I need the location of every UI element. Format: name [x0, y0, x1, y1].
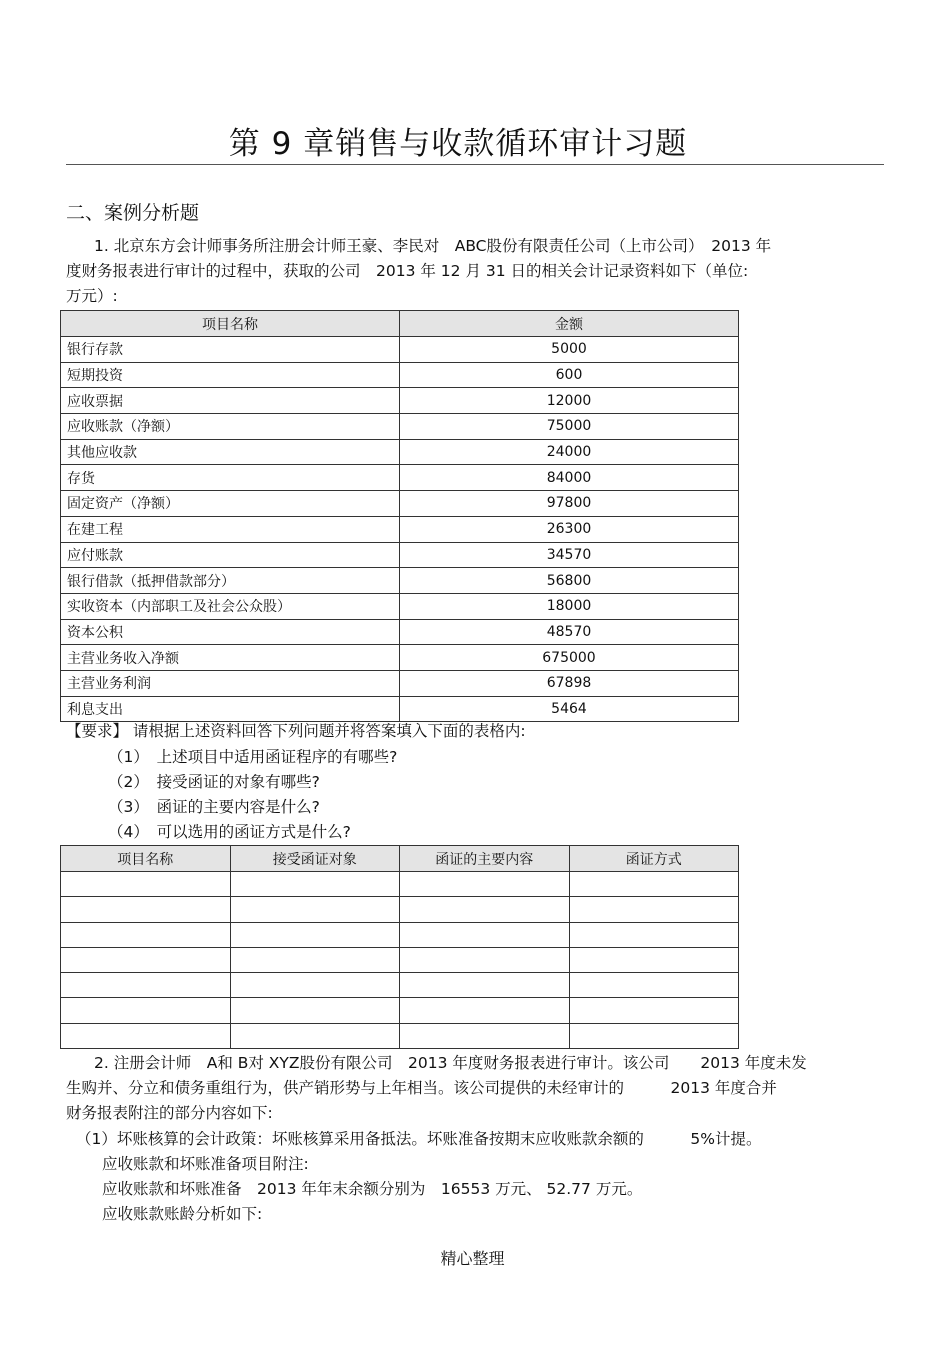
table-row: [61, 465, 739, 491]
item-name-cell: 应收票据: [61, 388, 400, 414]
table-row: [61, 439, 739, 465]
table-row: [61, 414, 739, 440]
answer-cell: [230, 947, 400, 972]
table-row: [61, 516, 739, 542]
answer-cell: [569, 1023, 739, 1048]
amount-cell: 84000: [400, 465, 739, 491]
answer-cell: [569, 947, 739, 972]
amount-cell: 5000: [400, 337, 739, 363]
case1-line1: 1. 北京东方会计师事务所注册会计师王豪、李民对 ABC股份有限责任公司（上市公司） 2013 年: [94, 237, 772, 255]
question-2: （2） 接受函证的对象有哪些?: [108, 773, 320, 791]
item-name-cell: 主营业务收入净额: [61, 645, 400, 671]
column-header-confirmation-content: 函证的主要内容: [400, 846, 570, 872]
answer-cell: [230, 872, 400, 897]
answer-cell: [61, 897, 231, 922]
table-row: [61, 542, 739, 568]
amount-cell: 12000: [400, 388, 739, 414]
item-name-cell: 银行借款（抵押借款部分）: [61, 568, 400, 594]
amount-cell: 600: [400, 362, 739, 388]
item-name-cell: 银行存款: [61, 337, 400, 363]
amount-cell: 75000: [400, 414, 739, 440]
item-name-cell: 实收资本（内部职工及社会公众股）: [61, 593, 400, 619]
table-row: [61, 696, 739, 722]
answer-cell: [61, 922, 231, 947]
item-name-cell: 资本公积: [61, 619, 400, 645]
answer-row: [61, 872, 739, 897]
table-row: [61, 619, 739, 645]
case2-note3: 应收账款账龄分析如下:: [102, 1205, 263, 1223]
answer-cell: [400, 872, 570, 897]
amount-cell: 67898: [400, 670, 739, 696]
answer-cell: [61, 973, 231, 998]
answer-cell: [400, 973, 570, 998]
account-balance-table: [60, 310, 739, 722]
answer-cell: [230, 897, 400, 922]
answer-cell: [569, 922, 739, 947]
answer-row: [61, 922, 739, 947]
answer-cell: [61, 998, 231, 1023]
case1-line2: 度财务报表进行审计的过程中，获取的公司 2013 年 12 月 31 日的相关会计记录资料如下（单位:: [66, 262, 749, 280]
column-header-item: 项目名称: [61, 846, 231, 872]
answer-cell: [569, 897, 739, 922]
title-divider: [66, 164, 884, 165]
table-row: [61, 670, 739, 696]
answer-cell: [569, 973, 739, 998]
answer-cell: [61, 872, 231, 897]
case2-line1: 2. 注册会计师 A和 B对 XYZ股份有限公司 2013 年度财务报表进行审计。该公司 2013 年度未发: [94, 1054, 807, 1072]
page-title: 第 9 章销售与收款循环审计习题: [228, 126, 688, 162]
table-row: [61, 593, 739, 619]
amount-cell: 56800: [400, 568, 739, 594]
answer-cell: [230, 998, 400, 1023]
case2-note2: 应收账款和坏账准备 2013 年年末余额分别为 16553 万元、 52.77 万元。: [102, 1180, 643, 1198]
answer-cell: [400, 947, 570, 972]
question-3: （3） 函证的主要内容是什么?: [108, 798, 320, 816]
amount-cell: 5464: [400, 696, 739, 722]
case2-note1: 应收账款和坏账准备项目附注:: [102, 1155, 309, 1173]
answer-cell: [61, 1023, 231, 1048]
question-4: （4） 可以选用的函证方式是什么?: [108, 823, 351, 841]
table-row: [61, 362, 739, 388]
amount-cell: 675000: [400, 645, 739, 671]
answer-table: [60, 845, 739, 1049]
case2-item1: （1）坏账核算的会计政策：坏账核算采用备抵法。坏账准备按期末应收账款余额的 5%计提。: [76, 1130, 762, 1148]
table-row: [61, 337, 739, 363]
requirement-intro: 【要求】 请根据上述资料回答下列问题并将答案填入下面的表格内:: [66, 722, 526, 740]
column-header-confirmation-method: 函证方式: [569, 846, 739, 872]
item-name-cell: 应收账款（净额）: [61, 414, 400, 440]
item-name-cell: 其他应收款: [61, 439, 400, 465]
case1-line3: 万元）:: [66, 287, 118, 305]
table-row: [61, 388, 739, 414]
answer-row: [61, 1023, 739, 1048]
amount-cell: 26300: [400, 516, 739, 542]
page-footer: 精心整理: [440, 1249, 505, 1268]
amount-cell: 34570: [400, 542, 739, 568]
item-name-cell: 在建工程: [61, 516, 400, 542]
item-name-cell: 利息支出: [61, 696, 400, 722]
table-row: [61, 568, 739, 594]
amount-cell: 24000: [400, 439, 739, 465]
column-header-confirmation-target: 接受函证对象: [230, 846, 400, 872]
amount-cell: 97800: [400, 491, 739, 517]
item-name-cell: 主营业务利润: [61, 670, 400, 696]
answer-cell: [569, 872, 739, 897]
column-header-amount: 金额: [400, 311, 739, 337]
answer-cell: [400, 998, 570, 1023]
answer-cell: [61, 947, 231, 972]
item-name-cell: 存货: [61, 465, 400, 491]
item-name-cell: 短期投资: [61, 362, 400, 388]
table-row: [61, 491, 739, 517]
answer-row: [61, 947, 739, 972]
item-name-cell: 固定资产（净额）: [61, 491, 400, 517]
answer-cell: [230, 1023, 400, 1048]
amount-cell: 48570: [400, 619, 739, 645]
answer-cell: [400, 1023, 570, 1048]
answer-cell: [400, 922, 570, 947]
item-name-cell: 应付账款: [61, 542, 400, 568]
answer-cell: [230, 922, 400, 947]
answer-row: [61, 897, 739, 922]
case2-line3: 财务报表附注的部分内容如下:: [66, 1104, 273, 1122]
answer-cell: [230, 973, 400, 998]
answer-cell: [400, 897, 570, 922]
table-row: [61, 645, 739, 671]
amount-cell: 18000: [400, 593, 739, 619]
column-header-item: 项目名称: [61, 311, 400, 337]
answer-cell: [569, 998, 739, 1023]
answer-row: [61, 998, 739, 1023]
case2-line2: 生购并、分立和债务重组行为，供产销形势与上年相当。该公司提供的未经审计的 2013 年度合并: [66, 1079, 777, 1097]
question-1: （1） 上述项目中适用函证程序的有哪些?: [108, 748, 398, 766]
answer-row: [61, 973, 739, 998]
section-heading: 二、案例分析题: [66, 202, 200, 224]
